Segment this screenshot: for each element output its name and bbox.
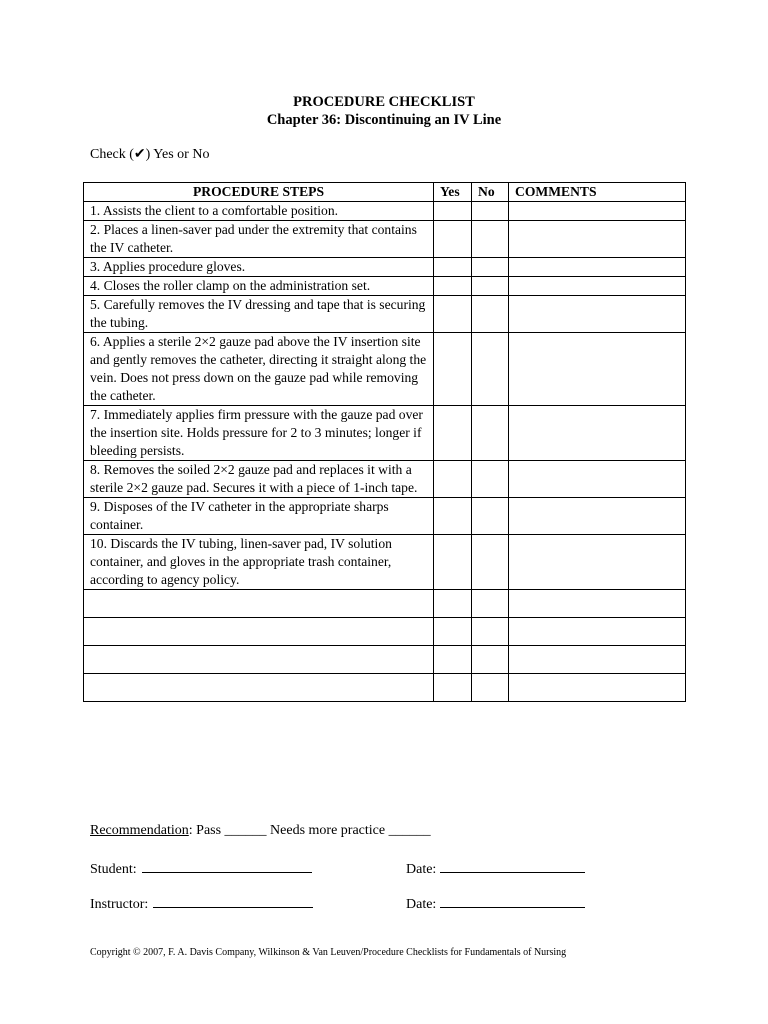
step-text: 3. Applies procedure gloves. [84, 258, 434, 277]
step-text: 2. Places a linen-saver pad under the extremity that contains the IV catheter. [84, 221, 434, 258]
no-checkbox-cell[interactable] [472, 333, 509, 406]
student-label: Student: [90, 862, 137, 877]
instructor-signature-field[interactable] [153, 893, 313, 908]
step-text: 6. Applies a sterile 2×2 gauze pad above the IV insertion site and gently removes the catheter, directing it straight along the vein. Does not press down on the gauze pad while removing the catheter. [84, 333, 434, 406]
no-checkbox-cell[interactable] [472, 646, 509, 674]
page-title: PROCEDURE CHECKLIST [293, 94, 475, 110]
yes-checkbox-cell[interactable] [434, 258, 472, 277]
comments-cell[interactable] [509, 618, 686, 646]
yes-checkbox-cell[interactable] [434, 202, 472, 221]
comments-cell[interactable] [509, 258, 686, 277]
no-checkbox-cell[interactable] [472, 535, 509, 590]
instructor-date-line [406, 893, 585, 914]
yes-checkbox-cell[interactable] [434, 333, 472, 406]
step-text: 4. Closes the roller clamp on the administration set. [84, 277, 434, 296]
step-text: 10. Discards the IV tubing, linen-saver pad, IV solution container, and gloves in the appropriate trash container, according to agency policy. [84, 535, 434, 590]
chapter-subtitle: Chapter 36: Discontinuing an IV Line [266, 112, 502, 128]
comments-cell[interactable] [509, 406, 686, 461]
comments-cell[interactable] [509, 498, 686, 535]
yes-checkbox-cell[interactable] [434, 618, 472, 646]
blank-table-row [84, 618, 686, 646]
no-checkbox-cell[interactable] [472, 258, 509, 277]
recommendation-line [90, 822, 431, 840]
table-row [84, 406, 686, 461]
yes-checkbox-cell[interactable] [434, 674, 472, 702]
no-checkbox-cell[interactable] [472, 498, 509, 535]
yes-checkbox-cell[interactable] [434, 590, 472, 618]
no-checkbox-cell[interactable] [472, 221, 509, 258]
blank-table-row [84, 674, 686, 702]
comments-cell[interactable] [509, 202, 686, 221]
date-label: Date: [406, 897, 437, 912]
comments-cell[interactable] [509, 674, 686, 702]
blank-step-cell[interactable] [84, 590, 434, 618]
no-checkbox-cell[interactable] [472, 406, 509, 461]
blank-step-cell[interactable] [84, 618, 434, 646]
yes-checkbox-cell[interactable] [434, 461, 472, 498]
yes-checkbox-cell[interactable] [434, 406, 472, 461]
header-no: No [472, 183, 509, 202]
comments-cell[interactable] [509, 535, 686, 590]
date-label: Date: [406, 862, 437, 877]
procedure-checklist-table [83, 182, 686, 702]
blank-step-cell[interactable] [84, 674, 434, 702]
no-checkbox-cell[interactable] [472, 461, 509, 498]
check-instructions: Check (✔) Yes or No [90, 147, 210, 162]
comments-cell[interactable] [509, 461, 686, 498]
yes-checkbox-cell[interactable] [434, 535, 472, 590]
step-text: 7. Immediately applies firm pressure with the gauze pad over the insertion site. Holds pressure for 2 to 3 minutes; longer if bleeding persists. [84, 406, 434, 461]
recommendation-options[interactable]: : Pass ______ Needs more practice ______ [188, 823, 431, 838]
step-text: 9. Disposes of the IV catheter in the appropriate sharps container. [84, 498, 434, 535]
table-row [84, 277, 686, 296]
blank-table-row [84, 646, 686, 674]
header-comments: COMMENTS [509, 183, 686, 202]
step-text: 1. Assists the client to a comfortable position. [84, 202, 434, 221]
table-row [84, 258, 686, 277]
student-line [90, 858, 312, 879]
table-row [84, 498, 686, 535]
student-date-field[interactable] [440, 858, 585, 873]
table-header-row [84, 183, 686, 202]
header-yes: Yes [434, 183, 472, 202]
comments-cell[interactable] [509, 296, 686, 333]
no-checkbox-cell[interactable] [472, 277, 509, 296]
table-row [84, 296, 686, 333]
table-row [84, 202, 686, 221]
instructor-date-field[interactable] [440, 893, 585, 908]
blank-step-cell[interactable] [84, 646, 434, 674]
blank-table-row [84, 590, 686, 618]
yes-checkbox-cell[interactable] [434, 277, 472, 296]
no-checkbox-cell[interactable] [472, 674, 509, 702]
instructor-line [90, 893, 313, 914]
table-row [84, 221, 686, 258]
no-checkbox-cell[interactable] [472, 202, 509, 221]
table-row [84, 333, 686, 406]
comments-cell[interactable] [509, 646, 686, 674]
yes-checkbox-cell[interactable] [434, 296, 472, 333]
table-row [84, 535, 686, 590]
yes-checkbox-cell[interactable] [434, 646, 472, 674]
comments-cell[interactable] [509, 221, 686, 258]
student-date-line [406, 858, 585, 879]
step-text: 5. Carefully removes the IV dressing and tape that is securing the tubing. [84, 296, 434, 333]
yes-checkbox-cell[interactable] [434, 221, 472, 258]
comments-cell[interactable] [509, 333, 686, 406]
comments-cell[interactable] [509, 277, 686, 296]
recommendation-label: Recommendation [90, 823, 189, 838]
comments-cell[interactable] [509, 590, 686, 618]
yes-checkbox-cell[interactable] [434, 498, 472, 535]
table-row [84, 461, 686, 498]
header-procedure-steps: PROCEDURE STEPS [84, 183, 434, 202]
no-checkbox-cell[interactable] [472, 590, 509, 618]
no-checkbox-cell[interactable] [472, 296, 509, 333]
student-signature-field[interactable] [142, 858, 312, 873]
copyright-notice: Copyright © 2007, F. A. Davis Company, Wilkinson & Van Leuven/Procedure Checklists for Fundamentals of Nursing [90, 947, 567, 958]
step-text: 8. Removes the soiled 2×2 gauze pad and replaces it with a sterile 2×2 gauze pad. Secures it with a piece of 1-inch tape. [84, 461, 434, 498]
no-checkbox-cell[interactable] [472, 618, 509, 646]
instructor-label: Instructor: [90, 897, 149, 912]
